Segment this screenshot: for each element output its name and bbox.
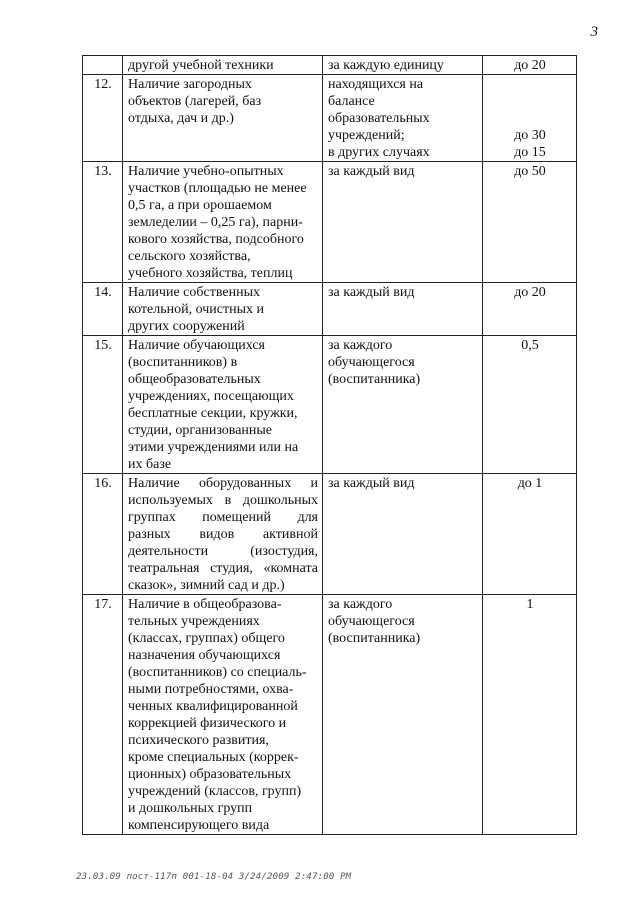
criterion-name: Наличие собственных котельной, очистных и других сооружений bbox=[123, 283, 323, 336]
row-number: 17. bbox=[83, 595, 123, 835]
points-cell: до 1 bbox=[483, 474, 577, 595]
criteria-table bbox=[82, 55, 577, 835]
points-cell: 0,5 bbox=[483, 336, 577, 474]
points-cell: 1 bbox=[483, 595, 577, 835]
unit-cell: за каждый вид bbox=[323, 162, 483, 283]
table-row bbox=[83, 595, 577, 835]
row-number: 14. bbox=[83, 283, 123, 336]
points-cell: до 50 bbox=[483, 162, 577, 283]
criterion-name: Наличие загородных объектов (лагерей, баз отдыха, дач и др.) bbox=[123, 75, 323, 162]
points-cell: до 20 bbox=[483, 56, 577, 75]
criterion-name: Наличие обучающихся (воспитанников) в общеобразовательных учреждениях, посещающих бесплатные секции, кружки, студии, организованные этими учреждениями или на их базе bbox=[123, 336, 323, 474]
table-row bbox=[83, 162, 577, 283]
row-number: 13. bbox=[83, 162, 123, 283]
unit-cell: за каждого обучающегося (воспитанника) bbox=[323, 336, 483, 474]
table-row bbox=[83, 336, 577, 474]
unit-cell: за каждый вид bbox=[323, 283, 483, 336]
unit-cell: за каждую единицу bbox=[323, 56, 483, 75]
unit-cell: находящихся на балансе образовательных учреждений; в других случаях bbox=[323, 75, 483, 162]
table-row bbox=[83, 283, 577, 336]
unit-cell: за каждого обучающегося (воспитанника) bbox=[323, 595, 483, 835]
unit-cell: за каждый вид bbox=[323, 474, 483, 595]
points-cell: до 20 bbox=[483, 283, 577, 336]
table-row bbox=[83, 474, 577, 595]
table-row bbox=[83, 75, 577, 162]
row-number: 15. bbox=[83, 336, 123, 474]
criterion-name: Наличие учебно-опытных участков (площадью не менее 0,5 га, а при орошаемом земледелии – 0,25 га), парни- кового хозяйства, подсобного сельского хозяйства, учебного хозяйства, теплиц bbox=[123, 162, 323, 283]
criterion-name: другой учебной техники bbox=[123, 56, 323, 75]
points-cell: до 30 до 15 bbox=[483, 75, 577, 162]
table-row bbox=[83, 56, 577, 75]
page-number: 3 bbox=[590, 24, 598, 40]
row-number: 16. bbox=[83, 474, 123, 595]
print-footer: 23.03.09 пост-117п 001-18-04 3/24/2009 2:47:00 PM bbox=[76, 872, 352, 882]
criterion-name: Наличие оборудованных и используемых в дошкольных группах помещений для разных видов активной деятельности (изостудия, театральная студия, «комната сказок», зимний сад и др.) bbox=[123, 474, 323, 595]
criterion-name: Наличие в общеобразова- тельных учреждениях (классах, группах) общего назначения обучающихся (воспитанников) со специаль- ными потребностями, охва- ченных квалифицированной коррекцией физического и психического развития, кроме специальных (коррек- ционных) образовательных учреждений (классов, групп) и дошкольных групп компенсирующего вида bbox=[123, 595, 323, 835]
row-number bbox=[83, 56, 123, 75]
row-number: 12. bbox=[83, 75, 123, 162]
